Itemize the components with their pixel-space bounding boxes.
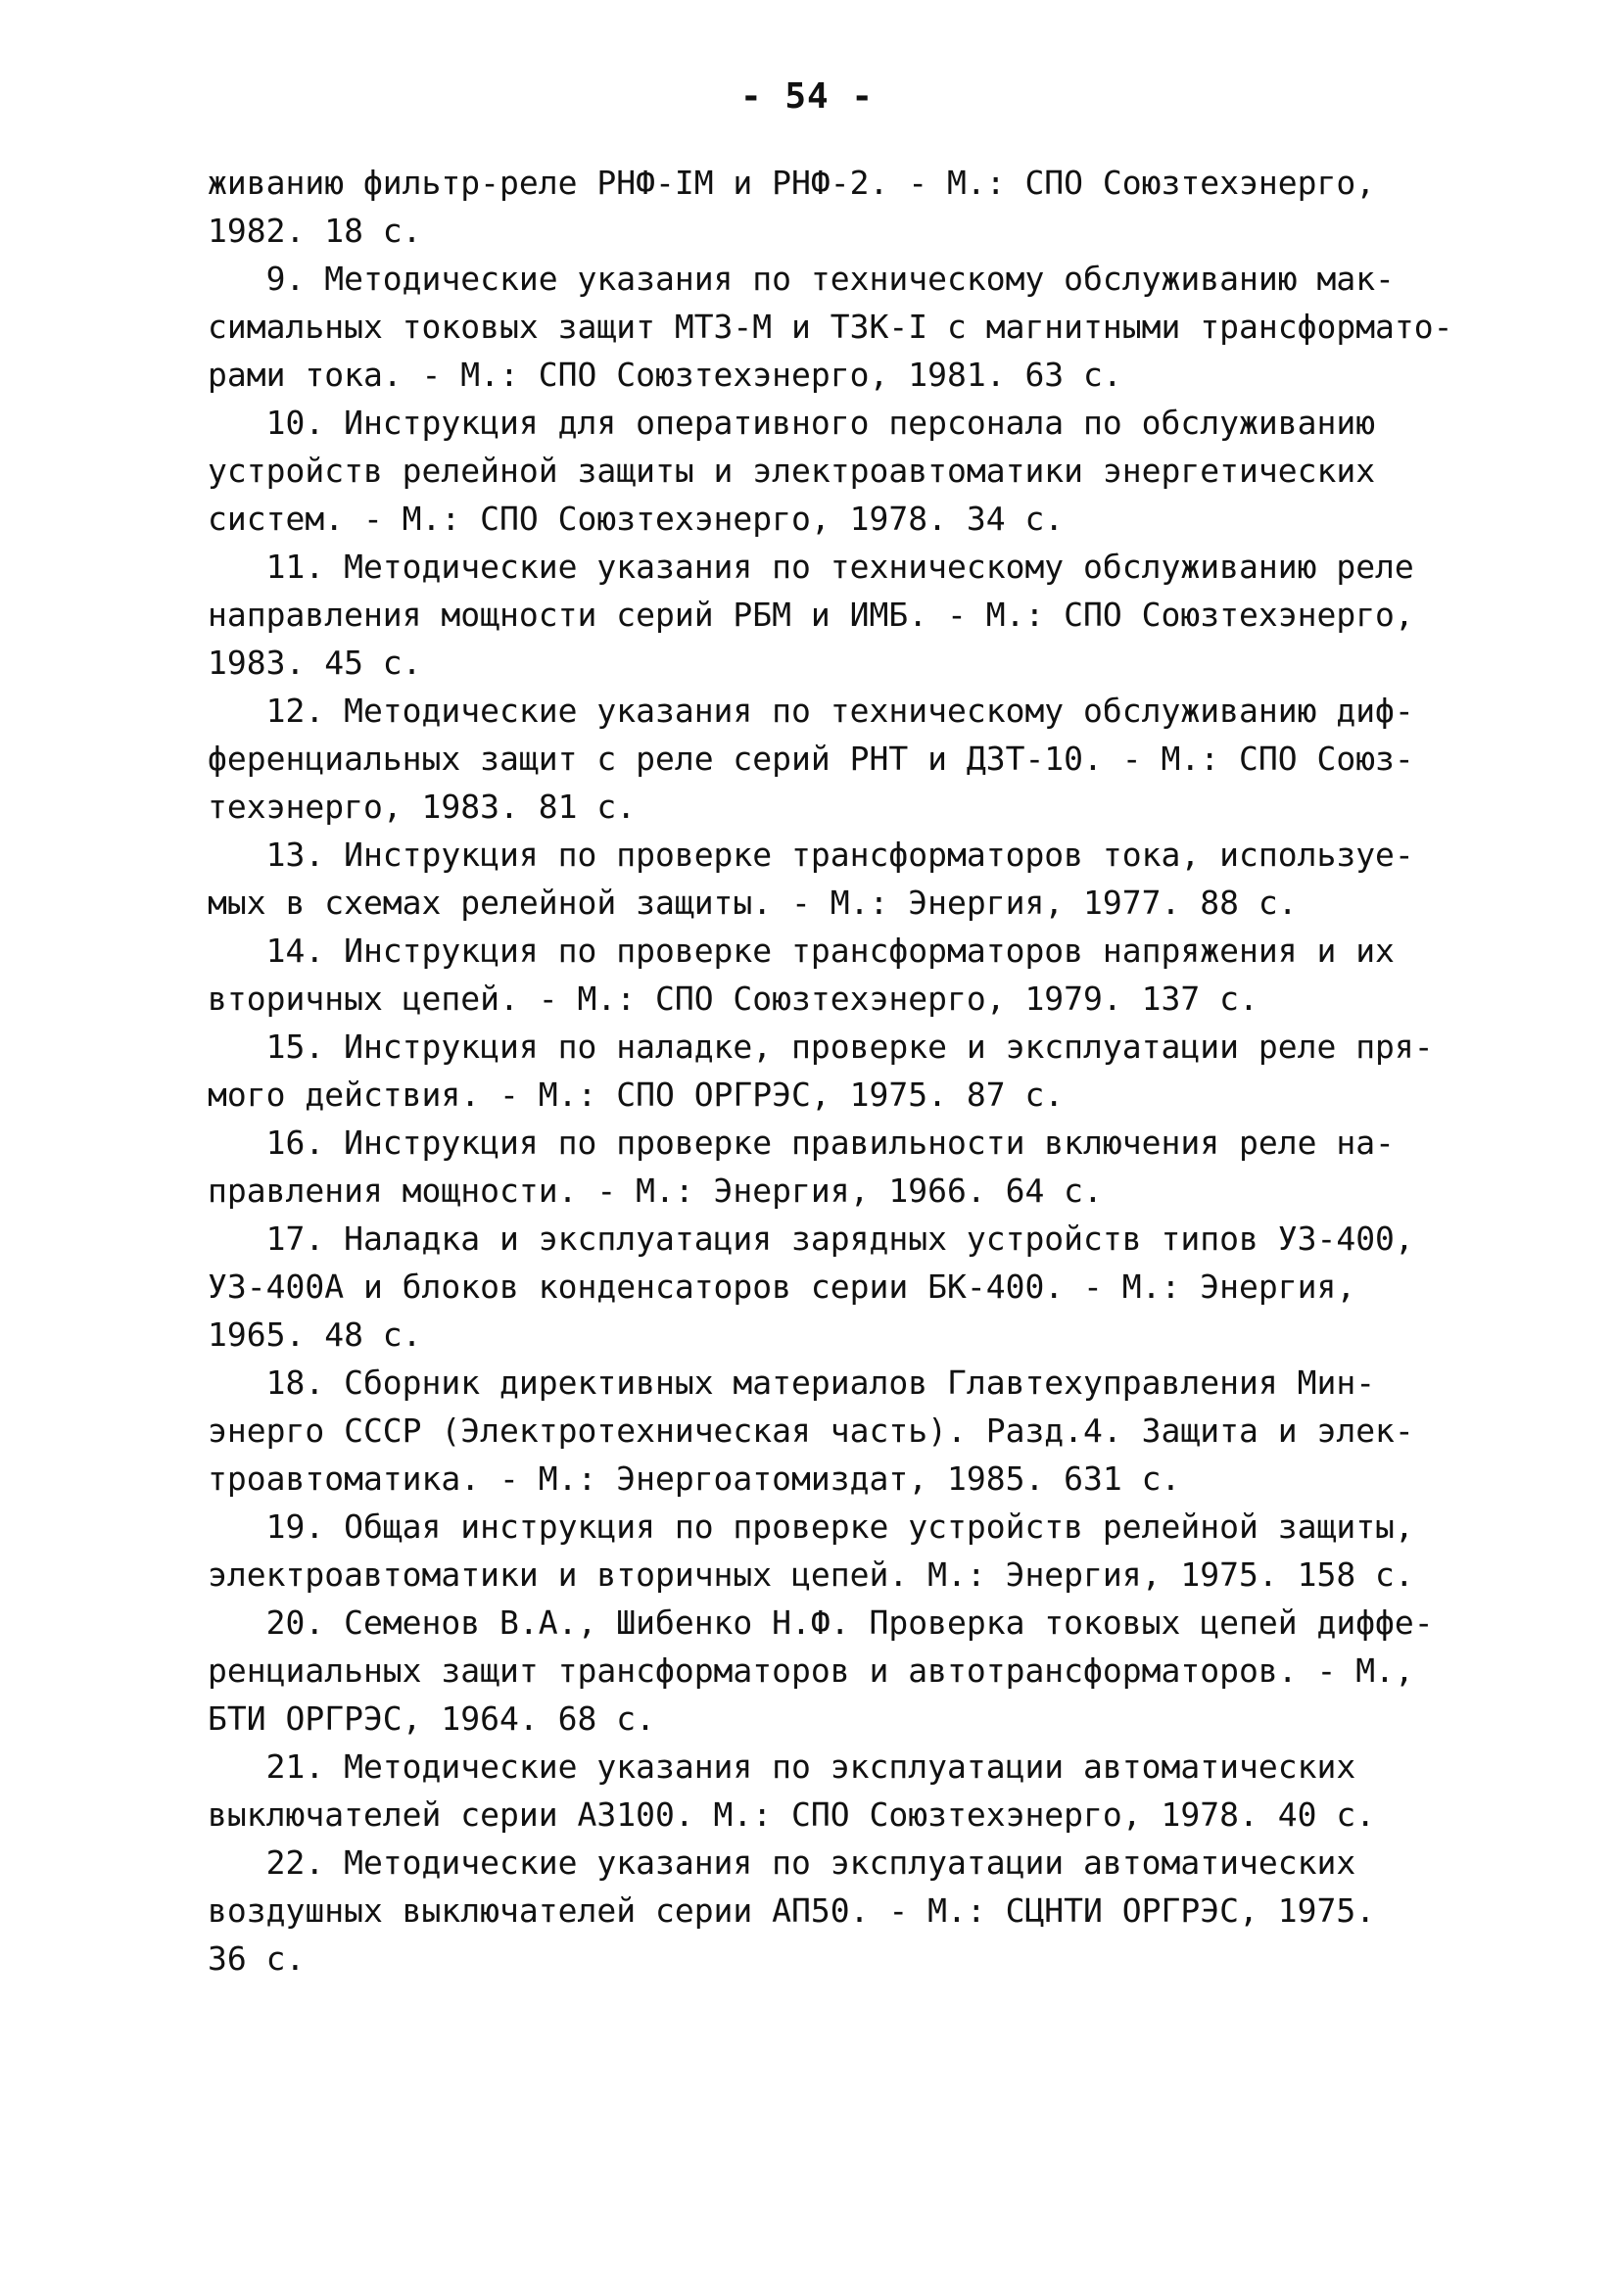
text-line: 17. Наладка и эксплуатация зарядных устройств типов УЗ-400, (208, 1220, 1414, 1258)
text-line: УЗ-400А и блоков конденсаторов серии БК-400. - М.: Энергия, (208, 1268, 1356, 1306)
text-line: мых в схемах релейной защиты. - М.: Энергия, 1977. 88 с. (208, 884, 1298, 922)
text-line: 12. Методические указания по техническому обслуживанию диф- (208, 692, 1414, 730)
text-line: троавтоматика. - М.: Энергоатомиздат, 1985. 631 с. (208, 1459, 1181, 1498)
text-line: симальных токовых защит МТЗ-М и ТЗК-I с магнитными трансформато- (208, 308, 1453, 346)
text-line: 10. Инструкция для оперативного персонала по обслуживанию (208, 404, 1376, 442)
text-line: 13. Инструкция по проверке трансформаторов тока, используе- (208, 836, 1414, 874)
text-line: выключателей серии А3100. М.: СПО Союзтехэнерго, 1978. 40 с. (208, 1795, 1376, 1834)
text-line: мого действия. - М.: СПО ОРГРЭС, 1975. 87 с. (208, 1076, 1065, 1114)
page-number: - 54 - (739, 76, 875, 117)
text-line: 36 с. (208, 1939, 306, 1978)
text-line: устройств релейной защиты и электроавтоматики энергетических (208, 452, 1376, 490)
bibliography-text (208, 159, 1481, 1983)
text-line: 15. Инструкция по наладке, проверке и эксплуатации реле пря- (208, 1028, 1434, 1066)
text-line: правления мощности. - М.: Энергия, 1966. 64 с. (208, 1172, 1103, 1210)
text-line: рами тока. - М.: СПО Союзтехэнерго, 1981. 63 с. (208, 356, 1122, 394)
text-line: электроавтоматики и вторичных цепей. М.: Энергия, 1975. 158 с. (208, 1555, 1414, 1594)
text-line: 18. Сборник директивных материалов Главтехуправления Мин- (208, 1363, 1376, 1402)
text-line: 16. Инструкция по проверке правильности включения реле на- (208, 1124, 1395, 1162)
text-line: энерго СССР (Электротехническая часть). Разд.4. Защита и элек- (208, 1411, 1414, 1450)
text-line: 14. Инструкция по проверке трансформаторов напряжения и их (208, 932, 1395, 970)
text-line: 19. Общая инструкция по проверке устройств релейной защиты, (208, 1507, 1414, 1546)
text-line: 22. Методические указания по эксплуатации автоматических (208, 1843, 1356, 1882)
text-line: живанию фильтр-реле РНФ-IМ и РНФ-2. - М.: СПО Союзтехэнерго, (208, 164, 1376, 202)
text-line: систем. - М.: СПО Союзтехэнерго, 1978. 34 с. (208, 500, 1065, 538)
text-line: 1983. 45 с. (208, 644, 422, 682)
text-line: ренциальных защит трансформаторов и автотрансформаторов. - М., (208, 1651, 1414, 1690)
text-line: 21. Методические указания по эксплуатации автоматических (208, 1747, 1356, 1786)
text-line: воздушных выключателей серии АП50. - М.: СЦНТИ ОРГРЭС, 1975. (208, 1891, 1376, 1930)
text-line: техэнерго, 1983. 81 с. (208, 788, 637, 826)
text-line: 20. Семенов В.А., Шибенко Н.Ф. Проверка токовых цепей диффе- (208, 1603, 1434, 1642)
text-line: вторичных цепей. - М.: СПО Союзтехэнерго, 1979. 137 с. (208, 980, 1258, 1018)
text-line: 11. Методические указания по техническому обслуживанию реле (208, 548, 1414, 586)
text-line: направления мощности серий РБМ и ИМБ. - М.: СПО Союзтехэнерго, (208, 596, 1414, 634)
text-line: 1982. 18 с. (208, 212, 422, 250)
text-line: ференциальных защит с реле серий РНТ и ДЗТ-10. - М.: СПО Союз- (208, 740, 1414, 778)
text-line: БТИ ОРГРЭС, 1964. 68 с. (208, 1699, 655, 1738)
text-line: 9. Методические указания по техническому обслуживанию мак- (208, 260, 1395, 298)
text-line: 1965. 48 с. (208, 1315, 422, 1354)
